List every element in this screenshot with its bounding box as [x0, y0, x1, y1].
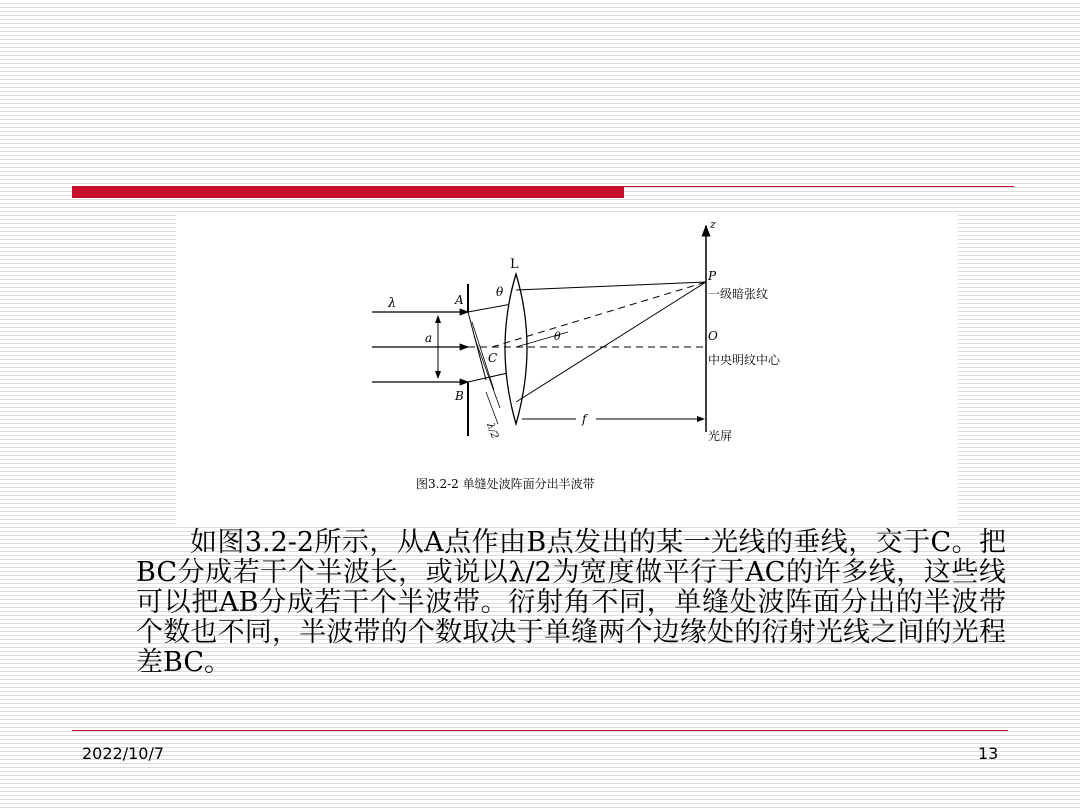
label-half-lambda: λ/2	[484, 421, 501, 441]
label-z: z	[710, 218, 716, 231]
label-B: B	[455, 389, 464, 403]
label-P: P	[708, 269, 717, 283]
label-lambda: λ	[388, 296, 397, 311]
label-a: a	[425, 331, 433, 345]
footer-date: 2022/10/7	[82, 744, 165, 763]
label-L: L	[510, 257, 519, 272]
label-central-bright: 中央明纹中心	[708, 353, 781, 367]
label-first-dark: 一级暗张纹	[708, 287, 769, 301]
perpendicular-AC	[468, 312, 486, 380]
label-f: f	[582, 412, 587, 426]
label-screen: 光屏	[708, 429, 733, 443]
label-theta-mid: θ	[554, 330, 561, 343]
single-slit-diagram	[176, 212, 958, 524]
label-C: C	[488, 351, 498, 365]
figure-caption: 图3.2-2 单缝处波阵面分出半波带	[416, 477, 595, 491]
label-A: A	[455, 293, 464, 307]
ray-lens-P-2	[516, 282, 706, 402]
figure-panel	[176, 212, 958, 524]
header-accent-bar	[72, 186, 624, 198]
label-theta-top: θ	[496, 285, 504, 299]
diffracted-ray-top	[468, 304, 512, 312]
ray-lens-P-1	[516, 282, 706, 290]
label-O: O	[708, 329, 718, 343]
body-paragraph: 如图3.2-2所示，从A点作由B点发出的某一光线的垂线，交于C。把BC分成若干个半波长，或说以λ/2为宽度做平行于AC的许多线，这些线可以把AB分成若干个半波带。衍射角不同，单缝处波阵面分出的半波带个数也不同，半波带的个数取决于单缝两个边缘处的衍射光线之间的光程差BC。	[136, 527, 1006, 678]
footer-rule	[72, 730, 1008, 731]
header-rule	[624, 186, 1014, 187]
page-number: 13	[978, 744, 999, 763]
